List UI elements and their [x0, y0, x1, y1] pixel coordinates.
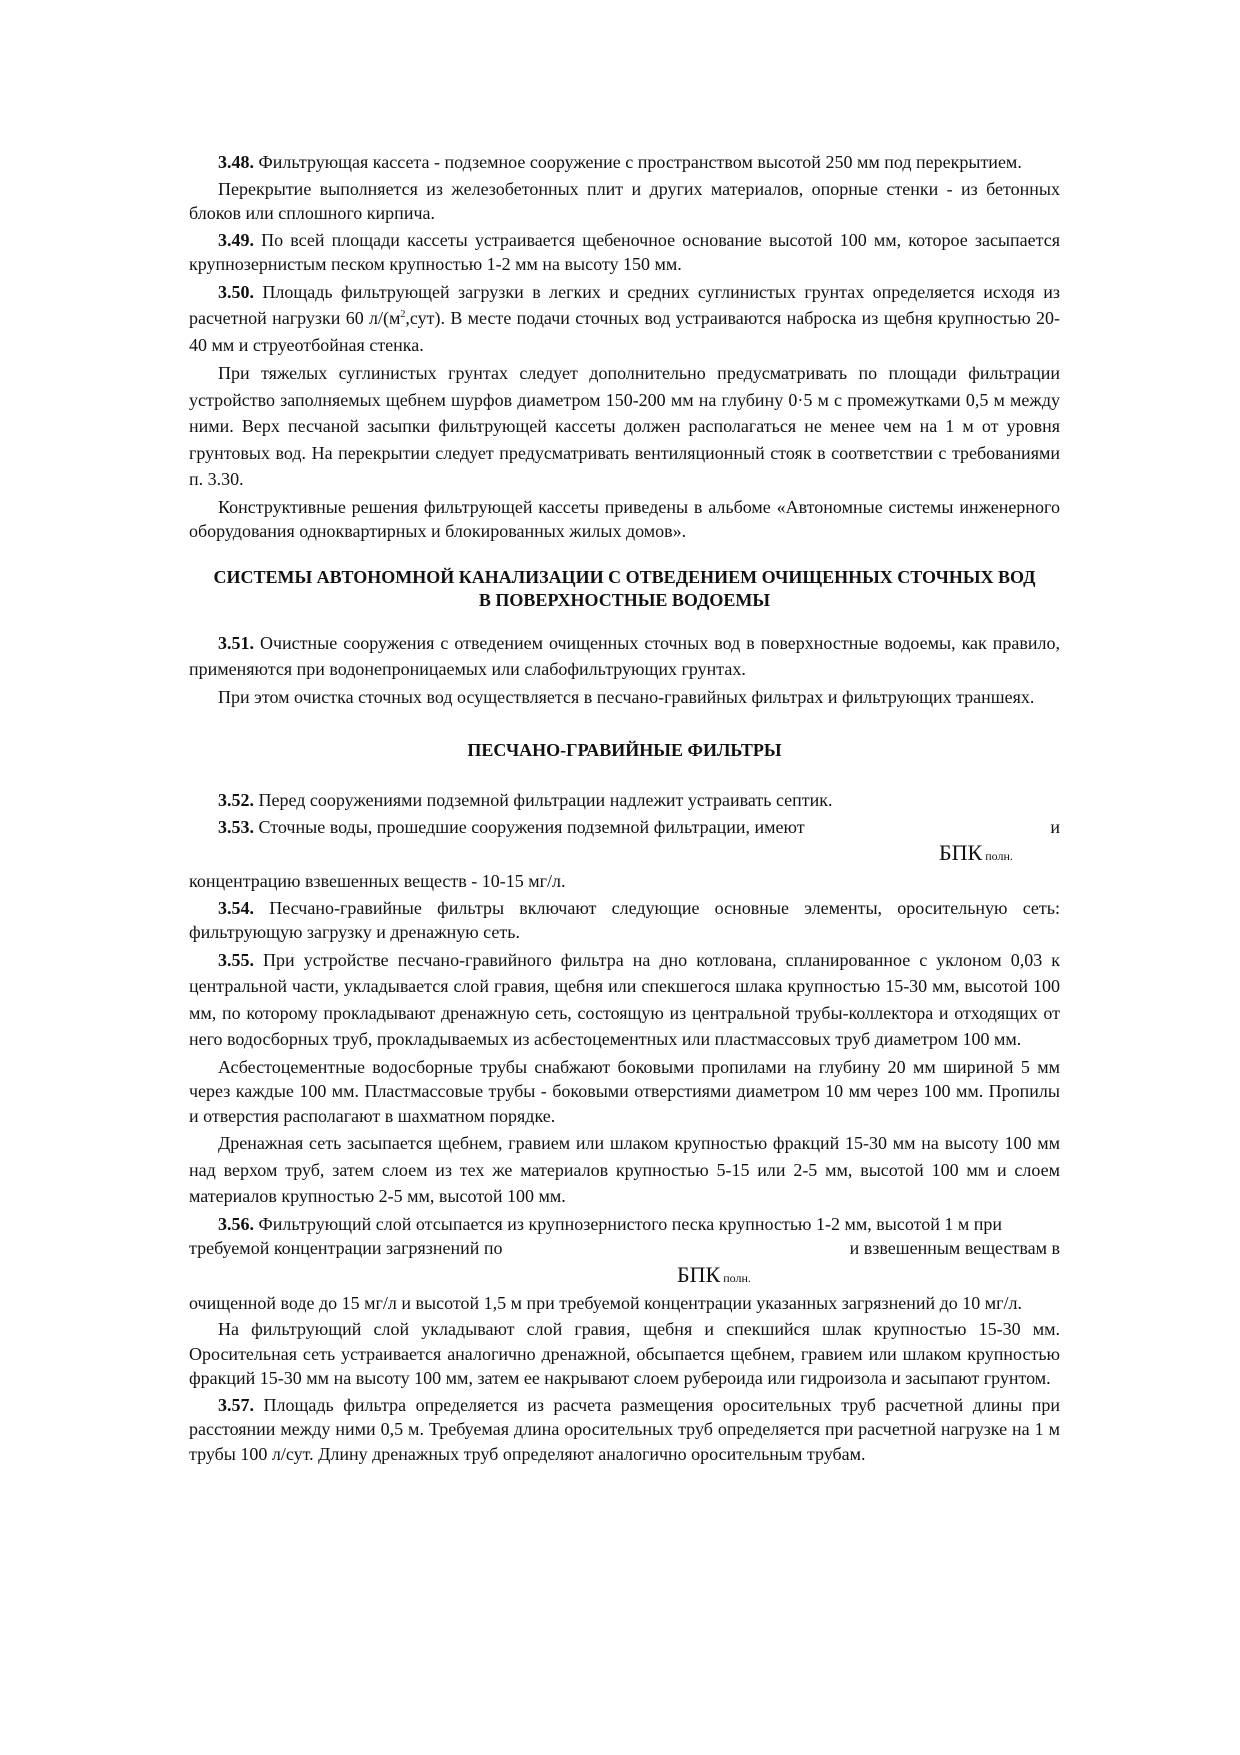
clause-number: 3.48.	[218, 152, 254, 172]
bpk-subscript: полн.	[985, 849, 1013, 863]
paragraph-3-56	[189, 1212, 1060, 1261]
paragraph-3-48-b: Перекрытие выполняется из железобетонных плит и других материалов, опорные стенки - из бетонных блоков или сплошного кирпича.	[189, 178, 1060, 223]
document-body	[189, 150, 1060, 1468]
paragraph-text: ,сут). В месте подачи сточных вод устраиваются наброска из щебня крупностью 20-40 мм и струеотбойная стенка.	[189, 308, 1060, 355]
bpk-formula-line	[189, 839, 1060, 869]
bpk-label: БПК	[939, 840, 983, 865]
paragraph-3-55	[189, 947, 1060, 1053]
paragraph-text: Площадь фильтра определяется из расчета размещения оросительных труб расчетной длины при расстоянии между ними 0,5 м. Требуемая длина оросительных труб определяется при расчетной нагрузке на 1 м трубы 100 л/сут. Длину дренажных труб определяют аналогично оросительным трубам.	[189, 1394, 1060, 1464]
clause-number: 3.55.	[218, 949, 254, 970]
paragraph-3-49	[189, 228, 1060, 277]
paragraph-3-51	[189, 630, 1060, 683]
section-heading: ПЕСЧАНО-ГРАВИЙНЫЕ ФИЛЬТРЫ	[467, 740, 782, 760]
paragraph-3-55-c: Дренажная сеть засыпается щебнем, гравием или шлаком крупностью фракций 15-30 мм на высоту 100 мм над верхом труб, затем слоем из тех же материалов крупностью 5-15 или 2-5 мм, высотой 100 мм и слоем материалов крупностью 2-5 мм, высотой 100 мм.	[189, 1133, 1060, 1206]
clause-number: 3.53.	[218, 816, 254, 837]
paragraph-3-50	[189, 279, 1060, 359]
paragraph-3-54	[189, 896, 1060, 945]
section-heading: СИСТЕМЫ АВТОНОМНОЙ КАНАЛИЗАЦИИ С ОТВЕДЕНИЕМ ОЧИЩЕННЫХ СТОЧНЫХ ВОД В ПОВЕРХНОСТНЫЕ ВОДОЕМЫ	[213, 566, 1036, 610]
clause-number: 3.54.	[218, 897, 254, 918]
paragraph-text: Площадь фильтрующей загрузки в легких и средних суглинистых грунтах определяется исходя из расчетной нагрузки 60 л/(м	[189, 281, 1060, 328]
superscript: 2	[400, 309, 406, 320]
bpk-formula-line	[189, 1261, 1060, 1291]
clause-number: 3.50.	[218, 281, 254, 302]
paragraph-3-48	[189, 150, 1060, 175]
bpk-formula	[939, 841, 1013, 869]
clause-number: 3.56.	[218, 1213, 254, 1234]
paragraph-3-53	[189, 815, 1060, 840]
paragraph-3-53-cont: концентрацию взвешенных веществ - 10-15 мг/л.	[189, 871, 566, 891]
bpk-subscript: полн.	[723, 1270, 751, 1285]
clause-number: 3.49.	[218, 229, 254, 250]
paragraph-text: Перед сооружениями подземной фильтрации надлежит устраивать септик.	[254, 790, 833, 810]
paragraph-3-56-b: На фильтрующий слой укладывают слой гравия‚ щебня и спекшийся шлак крупностью 15-30 мм. Оросительная сеть устраивается аналогично дренажной, обсыпается щебнем, гравием или шлаком крупностью фракций 15-30 мм на высоту 100 мм, затем ее накрывают слоем рубероида или гидроизола и засыпают грунтом.	[189, 1319, 1060, 1388]
clause-number: 3.57.	[218, 1394, 254, 1415]
paragraph-text: и взвешенным веществам в	[849, 1238, 1060, 1258]
clause-number: 3.51.	[218, 632, 254, 653]
paragraph-text: По всей площади кассеты устраивается щебеночное основание высотой 100 мм, которое засыпается крупнозернистым песком крупностью 1-2 мм на высоту 150 мм.	[189, 229, 1060, 274]
paragraph-3-55-b: Асбестоцементные водосборные трубы снабжают боковыми пропилами на глубину 20 мм шириной 5 мм через каждые 100 мм. Пластмассовые трубы - боковыми отверстиями диаметром 10 мм через 100 мм. Пропилы и отверстия располагают в шахматном порядке.	[189, 1056, 1060, 1126]
paragraph-text: При устройстве песчано-гравийного фильтра на дно котлована, спланированное с уклоном 0,03 к центральной части, укладывается слой гравия, щебня или спекшегося шлака крупностью 15-30 мм, высотой 100 мм, по которому прокладывают дренажную сеть, состоящую из центральной трубы-коллектора и отходящих от него водосборных труб, прокладываемых из асбестоцементных или пластмассовых труб диаметром 100 мм.	[189, 949, 1060, 1049]
paragraph-3-56-cont: очищенной воде до 15 мг/л и высотой 1,5 м при требуемой концентрации указанных загрязнений до 10 мг/л.	[189, 1292, 1023, 1313]
bpk-label: БПК	[677, 1261, 721, 1287]
conjunction: и	[1050, 816, 1060, 837]
paragraph-3-57	[189, 1393, 1060, 1467]
paragraph-text: Очистные сооружения с отведением очищенных сточных вод в поверхностные водоемы, как правило, применяются при водонепроницаемых или слабофильтрующих грунтах.	[189, 632, 1060, 679]
paragraph-3-50-b: При тяжелых суглинистых грунтах следует дополнительно предусматривать по площади фильтрации устройство заполняемых щебнем шурфов диаметром 150-200 мм на глубину 0·5 м с промежутками 0,5 м между ними. Верх песчаной засыпки фильтрующей кассеты должен располагаться не менее чем на 1 м от уровня грунтовых вод. На перекрытии следует предусматривать вентиляционный стояк в соответствии с требованиями п. 3.30.	[189, 363, 1060, 489]
paragraph-3-50-c: Конструктивные решения фильтрующей кассеты приведены в альбоме «Автономные системы инженерного оборудования одноквартирных и блокированных жилых домов».	[189, 496, 1060, 541]
paragraph-text: Сточные воды, прошедшие сооружения подземной фильтрации, имеют	[254, 816, 805, 837]
clause-number: 3.52.	[218, 790, 254, 810]
paragraph-3-51-b: При этом очистка сточных вод осуществляется в песчано-гравийных фильтрах и фильтрующих траншеях.	[218, 686, 1035, 707]
bpk-formula	[677, 1263, 751, 1291]
paragraph-text: Фильтрующий слой отсыпается из крупнозернистого песка крупностью 1-2 мм, высотой 1 м при требуемой концентрации загрязнений по	[189, 1213, 1003, 1258]
paragraph-3-52	[189, 788, 1060, 813]
paragraph-text: Песчано-гравийные фильтры включают следующие основные элементы, оросительную сеть: фильтрующую загрузку и дренажную сеть.	[189, 897, 1060, 942]
paragraph-text: Фильтрующая кассета - подземное сооружение с пространством высотой 250 мм под перекрытием.	[254, 152, 1022, 172]
